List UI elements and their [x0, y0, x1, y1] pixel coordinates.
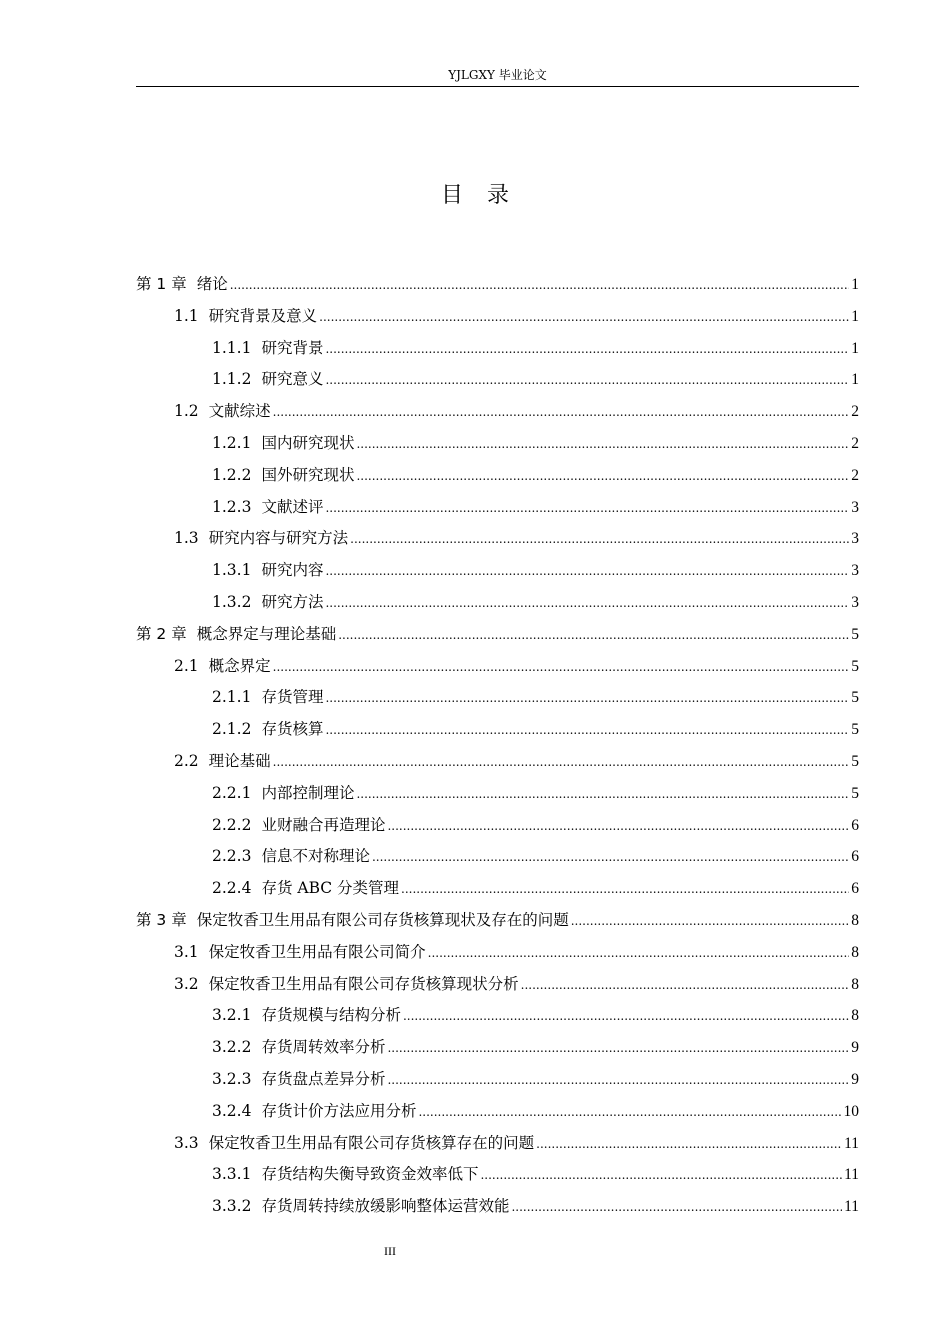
toc-entry-page: 11 — [844, 1134, 859, 1152]
toc-entry-label: 内部控制理论 — [261, 783, 355, 802]
toc-entry-page: 3 — [851, 530, 859, 548]
toc-entry-number: 3.3.1 — [212, 1165, 252, 1184]
toc-entry-page: 6 — [851, 848, 859, 866]
toc-entry-page: 6 — [851, 880, 859, 898]
toc-dot-leader — [325, 493, 849, 525]
toc-entry-page: 8 — [851, 975, 859, 993]
page-footer — [0, 1244, 780, 1259]
toc-dot-leader — [273, 652, 850, 684]
toc-entry-page: 3 — [851, 562, 859, 580]
toc-entry-number: 2.1.1 — [212, 688, 252, 707]
toc-entry[interactable] — [136, 714, 859, 746]
toc-entry[interactable] — [136, 651, 859, 683]
toc-entry-label: 业财融合再造理论 — [261, 815, 386, 834]
toc-entry[interactable] — [136, 1159, 859, 1191]
toc-dot-leader — [325, 334, 849, 366]
toc-entry-page: 5 — [851, 625, 859, 643]
toc-entry-label: 研究意义 — [261, 370, 324, 389]
toc-entry-page: 5 — [851, 752, 859, 770]
toc-entry[interactable] — [136, 619, 859, 651]
toc-entry-page: 1 — [851, 276, 859, 293]
toc-entry-page: 9 — [851, 1039, 859, 1057]
toc-entry[interactable] — [136, 841, 859, 873]
toc-entry-number: 1.1 — [174, 306, 199, 325]
toc-entry-number: 2.2.1 — [212, 783, 252, 802]
toc-entry-number: 3.3 — [174, 1133, 199, 1152]
toc-entry-number: 第 2 章 — [136, 624, 187, 643]
toc-entry-number: 1.1.1 — [212, 338, 252, 357]
toc-entry-number: 3.3.2 — [212, 1197, 252, 1216]
toc-entry-label: 文献综述 — [208, 402, 271, 421]
toc-entry-label: 研究内容 — [261, 561, 324, 580]
toc-entry-number: 1.3.2 — [212, 592, 252, 611]
toc-dot-leader — [325, 715, 849, 747]
toc-entry-number: 3.2.2 — [212, 1038, 252, 1057]
toc-dot-leader — [350, 524, 849, 556]
page-header — [136, 64, 859, 87]
toc-entry[interactable] — [136, 555, 859, 587]
toc-entry-number: 1.3 — [174, 529, 199, 548]
header-text: YJLGXY 毕业论文 — [448, 68, 547, 82]
toc-entry-label: 概念界定 — [208, 656, 271, 675]
toc-dot-leader — [387, 1033, 849, 1065]
toc-entry-page: 5 — [851, 721, 859, 739]
toc-entry[interactable] — [136, 523, 859, 555]
toc-entry-label: 存货计价方法应用分析 — [261, 1101, 417, 1120]
toc-entry-number: 2.2.4 — [212, 879, 252, 898]
toc-entry-label: 国外研究现状 — [261, 465, 355, 484]
toc-entry-number: 1.2.1 — [212, 433, 252, 452]
toc-entry-page: 6 — [851, 816, 859, 834]
toc-entry[interactable] — [136, 1000, 859, 1032]
toc-entry-label: 存货 ABC 分类管理 — [261, 879, 400, 898]
toc-entry[interactable] — [136, 301, 859, 333]
toc-entry-number: 3.2 — [174, 974, 199, 993]
toc-entry-page: 3 — [851, 498, 859, 516]
toc-entry-page: 2 — [851, 466, 859, 484]
toc-entry-page: 1 — [851, 339, 859, 357]
toc-dot-leader — [401, 874, 849, 906]
toc-dot-leader — [387, 1065, 849, 1097]
toc-entry-label: 存货盘点差异分析 — [261, 1069, 386, 1088]
toc-entry-label: 文献述评 — [261, 497, 324, 516]
toc-dot-leader — [511, 1192, 842, 1224]
toc-entry-label: 国内研究现状 — [261, 433, 355, 452]
toc-entry[interactable] — [136, 873, 859, 905]
toc-entry[interactable] — [136, 682, 859, 714]
toc-entry-number: 2.2.2 — [212, 815, 252, 834]
toc-entry[interactable] — [136, 396, 859, 428]
toc-entry-number: 1.2.2 — [212, 465, 252, 484]
toc-dot-leader — [428, 938, 850, 970]
toc-entry-label: 存货管理 — [261, 688, 324, 707]
toc-dot-leader — [325, 588, 849, 620]
toc-entry-number: 第 3 章 — [136, 910, 187, 929]
toc-entry-number: 2.1 — [174, 656, 199, 675]
toc-dot-leader — [418, 1097, 841, 1129]
toc-entry[interactable] — [136, 746, 859, 778]
toc-entry-number: 1.3.1 — [212, 561, 252, 580]
toc-entry-label: 存货周转持续放缓影响整体运营效能 — [261, 1197, 510, 1216]
toc-entry[interactable] — [136, 492, 859, 524]
toc-entry-page: 11 — [844, 1198, 859, 1216]
toc-entry-page: 11 — [844, 1166, 859, 1184]
toc-entry-number: 第 1 章 — [136, 275, 187, 293]
toc-entry-number: 3.1 — [174, 942, 199, 961]
toc-entry-page: 8 — [851, 943, 859, 961]
toc-entry-page: 5 — [851, 784, 859, 802]
toc-entry[interactable] — [136, 778, 859, 810]
toc-dot-leader — [273, 397, 850, 429]
toc-entry[interactable] — [136, 1191, 859, 1223]
toc-entry-page: 10 — [843, 1102, 859, 1120]
toc-entry-label: 研究内容与研究方法 — [208, 529, 349, 548]
toc-entry-label: 信息不对称理论 — [261, 847, 370, 866]
toc-dot-leader — [387, 811, 849, 843]
toc-entry-label: 存货周转效率分析 — [261, 1038, 386, 1057]
toc-entry-number: 3.2.1 — [212, 1006, 252, 1025]
toc-entry-label: 保定牧香卫生用品有限公司存货核算存在的问题 — [208, 1133, 535, 1152]
toc-dot-leader — [356, 429, 849, 461]
toc-entry-page: 8 — [851, 1007, 859, 1025]
toc-entry[interactable] — [136, 1064, 859, 1096]
toc-entry[interactable] — [136, 364, 859, 396]
toc-dot-leader — [273, 747, 850, 779]
toc-entry-number: 1.2.3 — [212, 497, 252, 516]
toc-entry[interactable] — [136, 1128, 859, 1160]
toc-dot-leader — [325, 556, 849, 588]
toc-entry-label: 研究背景 — [261, 338, 324, 357]
toc-dot-leader — [325, 683, 849, 715]
toc-dot-leader — [480, 1160, 842, 1192]
toc-entry-page: 3 — [851, 593, 859, 611]
toc-entry[interactable] — [136, 269, 859, 301]
toc-entry-page: 1 — [851, 307, 859, 325]
toc-entry-page: 8 — [851, 911, 859, 929]
table-of-contents — [136, 269, 859, 1223]
toc-entry-number: 2.1.2 — [212, 720, 252, 739]
toc-entry[interactable] — [136, 937, 859, 969]
toc-entry-label: 研究背景及意义 — [208, 306, 318, 325]
toc-dot-leader — [356, 461, 849, 493]
toc-entry-label: 保定牧香卫生用品有限公司简介 — [208, 942, 426, 961]
toc-entry-label: 研究方法 — [261, 592, 324, 611]
toc-entry-page: 2 — [851, 403, 859, 421]
toc-entry-number: 1.2 — [174, 402, 199, 421]
page-title: 目录 — [440, 183, 533, 208]
toc-entry-label: 理论基础 — [208, 751, 271, 770]
toc-dot-leader — [571, 906, 850, 938]
toc-dot-leader — [403, 1001, 849, 1033]
toc-entry-label: 保定牧香卫生用品有限公司存货核算现状分析 — [208, 974, 519, 993]
toc-dot-leader — [536, 1129, 842, 1161]
toc-entry-label: 存货结构失衡导致资金效率低下 — [261, 1165, 479, 1184]
toc-entry-number: 2.2.3 — [212, 847, 252, 866]
toc-dot-leader — [372, 842, 849, 874]
toc-entry-number: 3.2.4 — [212, 1101, 252, 1120]
toc-entry-page: 1 — [851, 371, 859, 389]
toc-entry-number: 2.2 — [174, 751, 199, 770]
toc-entry-page: 5 — [851, 657, 859, 675]
toc-dot-leader — [338, 620, 849, 652]
toc-dot-leader — [319, 302, 849, 334]
toc-entry[interactable] — [136, 428, 859, 460]
toc-entry-number: 1.1.2 — [212, 370, 252, 389]
toc-entry[interactable] — [136, 810, 859, 842]
toc-entry-label: 存货核算 — [261, 720, 324, 739]
toc-entry[interactable] — [136, 969, 859, 1001]
toc-entry[interactable] — [136, 1032, 859, 1064]
toc-entry-page: 2 — [851, 434, 859, 452]
page-number: III — [384, 1244, 396, 1258]
toc-dot-leader — [521, 970, 850, 1002]
toc-entry[interactable] — [136, 333, 859, 365]
toc-entry[interactable] — [136, 1096, 859, 1128]
toc-entry-label: 存货规模与结构分析 — [261, 1006, 401, 1025]
toc-entry-label: 绪论 — [196, 275, 228, 293]
toc-dot-leader — [325, 365, 849, 397]
toc-entry[interactable] — [136, 587, 859, 619]
toc-entry[interactable] — [136, 905, 859, 937]
toc-entry[interactable] — [136, 460, 859, 492]
toc-entry-label: 概念界定与理论基础 — [196, 624, 337, 643]
toc-entry-page: 5 — [851, 689, 859, 707]
toc-entry-label: 保定牧香卫生用品有限公司存货核算现状及存在的问题 — [196, 910, 569, 929]
toc-entry-number: 3.2.3 — [212, 1069, 252, 1088]
toc-dot-leader — [356, 779, 849, 811]
toc-dot-leader — [230, 270, 850, 302]
toc-entry-page: 9 — [851, 1070, 859, 1088]
